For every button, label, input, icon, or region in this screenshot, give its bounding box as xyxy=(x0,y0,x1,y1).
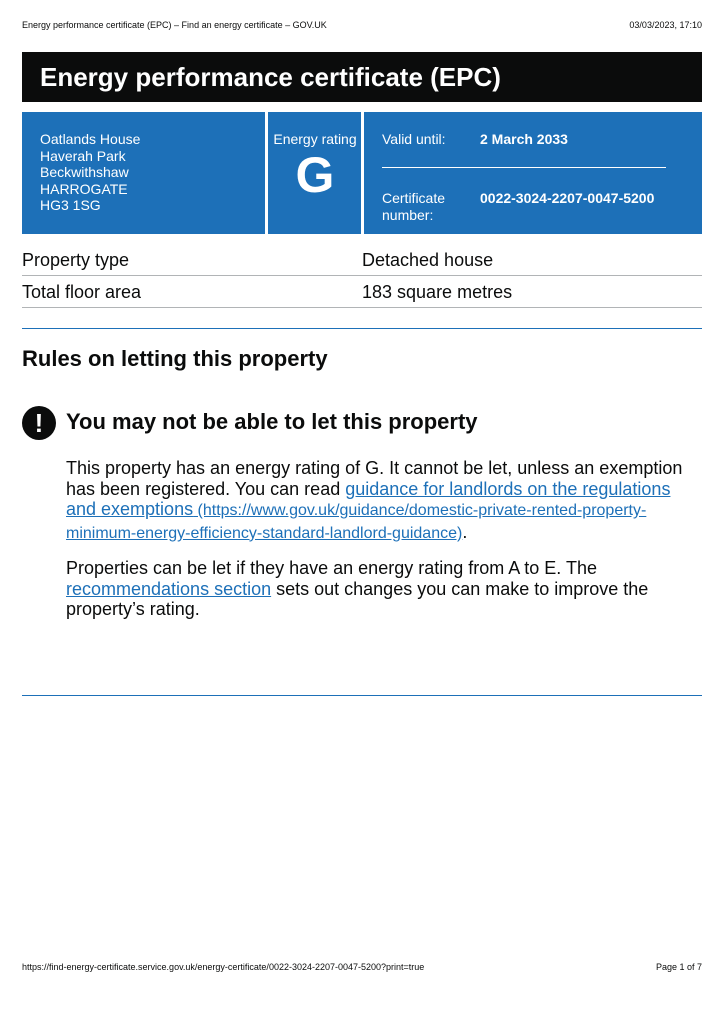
print-footer xyxy=(22,962,702,972)
valid-until-label: Valid until: xyxy=(382,131,446,147)
address-line: HG3 1SG xyxy=(40,197,101,214)
paragraph-text: sets out changes you can make to improve the property’s rating. xyxy=(66,578,649,619)
link-url: (https://www.gov.uk/guidance/domestic-private-rented-property-minimum-energy-efficiency-standard-landlord-guidance) xyxy=(66,502,647,542)
certificate-number-value: 0022-3024-2207-0047-5200 xyxy=(480,190,655,206)
floor-area-label: Total floor area xyxy=(22,282,142,302)
exclamation-icon: ! xyxy=(22,406,56,440)
energy-rating-value: G xyxy=(295,147,335,203)
paragraph-text: . xyxy=(462,521,468,542)
print-header-title: Energy performance certificate (EPC) – Find an energy certificate – GOV.UK xyxy=(22,20,327,30)
page-number: Page 1 of 7 xyxy=(655,962,702,972)
print-footer-url: https://find-energy-certificate.service.gov.uk/energy-certificate/0022-3024-2207-0047-5200?print=true xyxy=(22,962,425,972)
paragraph-text: Properties can be let if they have an energy rating from A to E. The xyxy=(66,558,597,578)
letting-rules-heading: Rules on letting this property xyxy=(22,346,328,371)
energy-rating-box xyxy=(268,131,362,201)
link-text: guidance for landlords on the regulations and exemptions xyxy=(66,478,671,519)
panel-divider xyxy=(361,112,364,234)
property-type-value: Detached house xyxy=(362,250,494,270)
recommendations-section-link[interactable]: recommendations section xyxy=(66,578,272,599)
panel-rule xyxy=(382,167,666,168)
certificate-label-line: number: xyxy=(382,206,434,223)
address-line: HARROGATE xyxy=(40,180,128,197)
letting-paragraph-1 xyxy=(66,458,696,544)
property-type-label: Property type xyxy=(22,250,130,270)
section-divider xyxy=(22,328,702,329)
property-address xyxy=(40,131,140,214)
address-line: Oatlands House xyxy=(40,131,141,147)
property-details-table xyxy=(22,244,702,308)
section-divider xyxy=(22,695,702,696)
epc-summary-panel xyxy=(22,112,702,234)
page-title-bar xyxy=(22,52,702,102)
print-header-datetime: 03/03/2023, 17:10 xyxy=(629,20,702,30)
page-title: Energy performance certificate (EPC) xyxy=(40,62,501,92)
energy-rating-label: Energy rating xyxy=(273,131,357,147)
certificate-label-line: Certificate xyxy=(382,190,446,206)
paragraph-text: This property has an energy rating of G. It cannot be let, unless an exemption has been registered. You can read xyxy=(66,458,683,499)
valid-until-value: 2 March 2033 xyxy=(480,131,568,147)
letting-paragraph-2 xyxy=(66,558,696,620)
certificate-number-label xyxy=(382,190,445,223)
floor-area-value: 183 square metres xyxy=(362,282,513,302)
address-line: Beckwithshaw xyxy=(40,164,129,181)
warning-title: You may not be able to let this property xyxy=(66,409,478,434)
table-row xyxy=(22,276,702,308)
table-row xyxy=(22,244,702,276)
address-line: Haverah Park xyxy=(40,147,126,164)
print-header xyxy=(22,20,702,30)
